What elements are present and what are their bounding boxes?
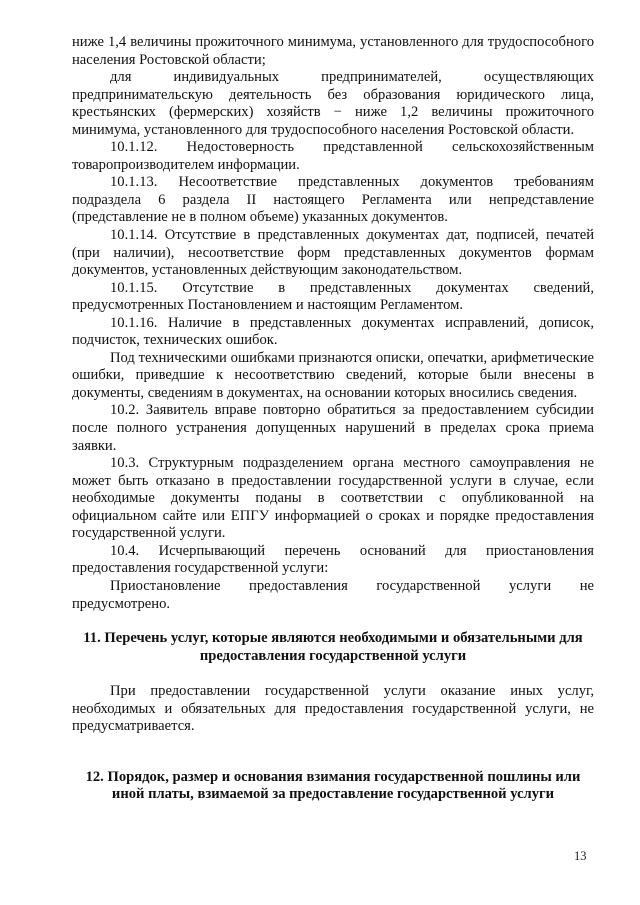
paragraph-technical-errors: Под техническими ошибками признаются описки, опечатки, арифметические ошибки, приведшие к несоответствию сведений, которые были внесены в документы, сведениям в документах, на основании которых вносились сведения. bbox=[72, 349, 594, 401]
paragraph-10-2: 10.2. Заявитель вправе повторно обратиться за предоставлением субсидии после полного устранения допущенных нарушений в пределах срока приема заявки. bbox=[72, 402, 594, 454]
section-11-paragraph: При предоставлении государственной услуги оказание иных услуг, необходимых и обязательных для предоставления государственной услуги, не предусматривается. bbox=[72, 683, 594, 735]
paragraph-10-3: 10.3. Структурным подразделением органа местного самоуправления не может быть отказано в предоставлении государственной услуги в случае, если необходимые документы поданы в соответствии с опубликованной на официальном сайте или ЕПГУ информацией о сроках и порядке предоставления государственной услуги. bbox=[72, 455, 594, 542]
section-11-heading: 11. Перечень услуг, которые являются необходимыми и обязательными для предоставления государственной услуги bbox=[83, 630, 583, 664]
paragraph-suspension-not-provided: Приостановление предоставления государственной услуги не предусмотрено. bbox=[72, 577, 594, 612]
paragraph-10-1-16: 10.1.16. Наличие в представленных документах исправлений, дописок, подчисток, технических ошибок. bbox=[72, 314, 594, 349]
section-12-heading: 12. Порядок, размер и основания взимания государственной пошлины или иной платы, взимаемой за предоставление государственной услуги bbox=[85, 768, 581, 803]
paragraph-10-1-14: 10.1.14. Отсутствие в представленных документах дат, подписей, печатей (при наличии), несоответствие форм представленных документов формам документов, установленных действующим законодательством. bbox=[72, 227, 594, 279]
paragraph-10-4: 10.4. Исчерпывающий перечень оснований для приостановления предоставления государственной услуги: bbox=[72, 542, 594, 577]
paragraph-10-1-13: 10.1.13. Несоответствие представленных документов требованиям подраздела 6 раздела II настоящего Регламента или непредставление (представление не в полном объеме) указанных документов. bbox=[72, 174, 594, 226]
document-body bbox=[72, 34, 594, 804]
paragraph-entrepreneurs: для индивидуальных предпринимателей, осуществляющих предпринимательскую деятельность без образования юридического лица, крестьянских (фермерских) хозяйств − ниже 1,2 величины прожиточного минимума, установленного для трудоспособного населения Ростовской области. bbox=[72, 69, 594, 138]
paragraph-10-1-12: 10.1.12. Недостоверность представленной сельскохозяйственным товаропроизводителем информации. bbox=[72, 139, 594, 173]
paragraph-income-threshold-workers: ниже 1,4 величины прожиточного минимума, установленного для трудоспособного населения Ростовской области; bbox=[72, 34, 594, 68]
paragraph-10-1-15: 10.1.15. Отсутствие в представленных документах сведений, предусмотренных Постановлением и настоящим Регламентом. bbox=[72, 279, 594, 314]
page-number: 13 bbox=[574, 849, 587, 863]
